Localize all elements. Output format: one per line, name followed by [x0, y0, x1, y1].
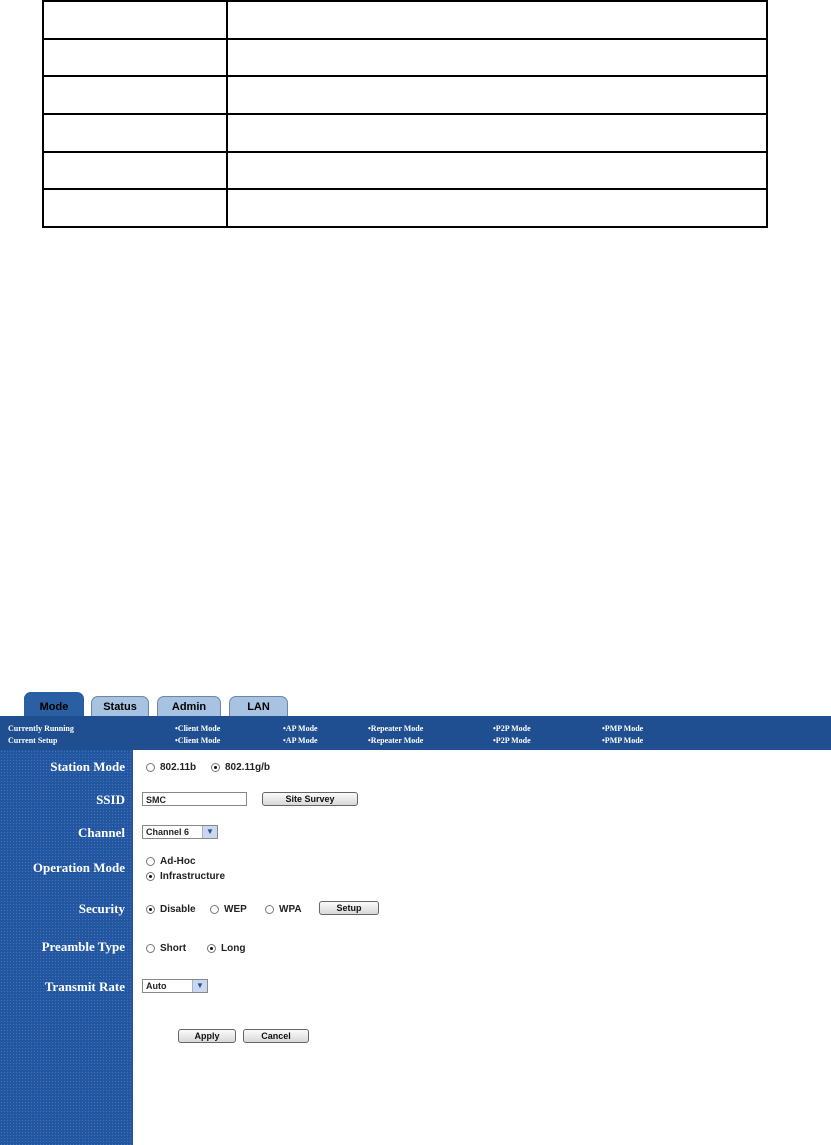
table-cell	[43, 76, 227, 114]
radio-label: WPA	[279, 904, 302, 915]
radio-checked-icon	[207, 944, 216, 953]
ssid-input[interactable]: SMC	[142, 792, 247, 806]
table-row	[43, 114, 767, 152]
mode-status-banner	[0, 716, 831, 750]
table-cell	[227, 152, 767, 190]
table-cell	[43, 39, 227, 77]
operation-mode-label: Operation Mode	[32, 860, 125, 875]
tab-admin[interactable]: Admin	[157, 696, 221, 717]
router-config-screenshot	[0, 690, 831, 1145]
radio-checked-icon	[146, 905, 155, 914]
radio-infrastructure[interactable]	[146, 871, 225, 882]
chevron-down-icon: ▼	[192, 980, 207, 992]
radio-label: Long	[221, 943, 246, 954]
radio-security-disable[interactable]	[146, 904, 196, 915]
setup-repeater-mode: •Repeater Mode	[368, 736, 424, 745]
table-cell	[227, 76, 767, 114]
transmit-rate-label: Transmit Rate	[44, 979, 125, 994]
radio-label: Infrastructure	[160, 871, 226, 882]
running-p2p-mode: •P2P Mode	[493, 724, 531, 733]
tab-bar	[0, 690, 831, 716]
radio-preamble-long[interactable]	[207, 943, 245, 954]
running-ap-mode: •AP Mode	[283, 724, 318, 733]
table-cell	[227, 39, 767, 77]
table-cell	[227, 114, 767, 152]
running-pmp-mode: •PMP Mode	[602, 724, 644, 733]
channel-label: Channel	[78, 825, 125, 840]
radio-unchecked-icon	[146, 857, 155, 866]
radio-ad-hoc[interactable]	[146, 856, 196, 867]
site-survey-button[interactable]: Site Survey	[262, 792, 358, 806]
apply-button[interactable]: Apply	[178, 1029, 236, 1043]
radio-label: 802.11g/b	[225, 762, 271, 773]
radio-80211gb[interactable]	[211, 762, 270, 773]
radio-80211b[interactable]	[146, 762, 196, 773]
station-mode-label: Station Mode	[50, 759, 125, 774]
channel-select[interactable]	[142, 825, 218, 839]
table-row	[43, 76, 767, 114]
table-cell	[43, 114, 227, 152]
setup-p2p-mode: •P2P Mode	[493, 736, 531, 745]
table-cell	[43, 152, 227, 190]
table-cell	[43, 1, 227, 39]
radio-label: Ad-Hoc	[160, 856, 196, 867]
cancel-button[interactable]: Cancel	[243, 1029, 309, 1043]
radio-unchecked-icon	[146, 763, 155, 772]
table-row	[43, 39, 767, 77]
radio-label: Disable	[160, 904, 196, 915]
setup-client-mode: •Client Mode	[175, 736, 221, 745]
currently-running-label: Currently Running	[8, 724, 74, 733]
settings-sidebar	[0, 750, 133, 1145]
radio-unchecked-icon	[210, 905, 219, 914]
channel-selected-value: Channel 6	[146, 827, 190, 837]
security-label: Security	[78, 901, 125, 916]
current-setup-label: Current Setup	[8, 736, 58, 745]
radio-checked-icon	[211, 763, 220, 772]
table-row	[43, 189, 767, 227]
tab-lan[interactable]: LAN	[229, 696, 288, 717]
tab-mode[interactable]: Mode	[24, 692, 84, 717]
tab-status[interactable]: Status	[91, 696, 149, 717]
running-repeater-mode: •Repeater Mode	[368, 724, 424, 733]
security-setup-button[interactable]: Setup	[319, 901, 379, 915]
radio-label: Short	[160, 943, 187, 954]
radio-label: WEP	[224, 904, 247, 915]
setup-pmp-mode: •PMP Mode	[602, 736, 644, 745]
table-cell	[43, 189, 227, 227]
table-row	[43, 152, 767, 190]
radio-unchecked-icon	[265, 905, 274, 914]
setup-ap-mode: •AP Mode	[283, 736, 318, 745]
running-client-mode: •Client Mode	[175, 724, 221, 733]
transmit-rate-select[interactable]	[142, 979, 208, 993]
ssid-label: SSID	[96, 792, 125, 807]
table-cell	[227, 1, 767, 39]
settings-form	[133, 750, 831, 1145]
radio-label: 802.11b	[160, 762, 197, 773]
transmit-rate-selected-value: Auto	[146, 981, 167, 991]
preamble-type-label: Preamble Type	[41, 939, 125, 954]
table-cell	[227, 189, 767, 227]
table-row	[43, 1, 767, 39]
radio-unchecked-icon	[146, 944, 155, 953]
chevron-down-icon: ▼	[202, 826, 217, 838]
radio-preamble-short[interactable]	[146, 943, 186, 954]
radio-checked-icon	[146, 872, 155, 881]
empty-table	[42, 0, 768, 228]
radio-security-wep[interactable]	[210, 904, 247, 915]
radio-security-wpa[interactable]	[265, 904, 302, 915]
